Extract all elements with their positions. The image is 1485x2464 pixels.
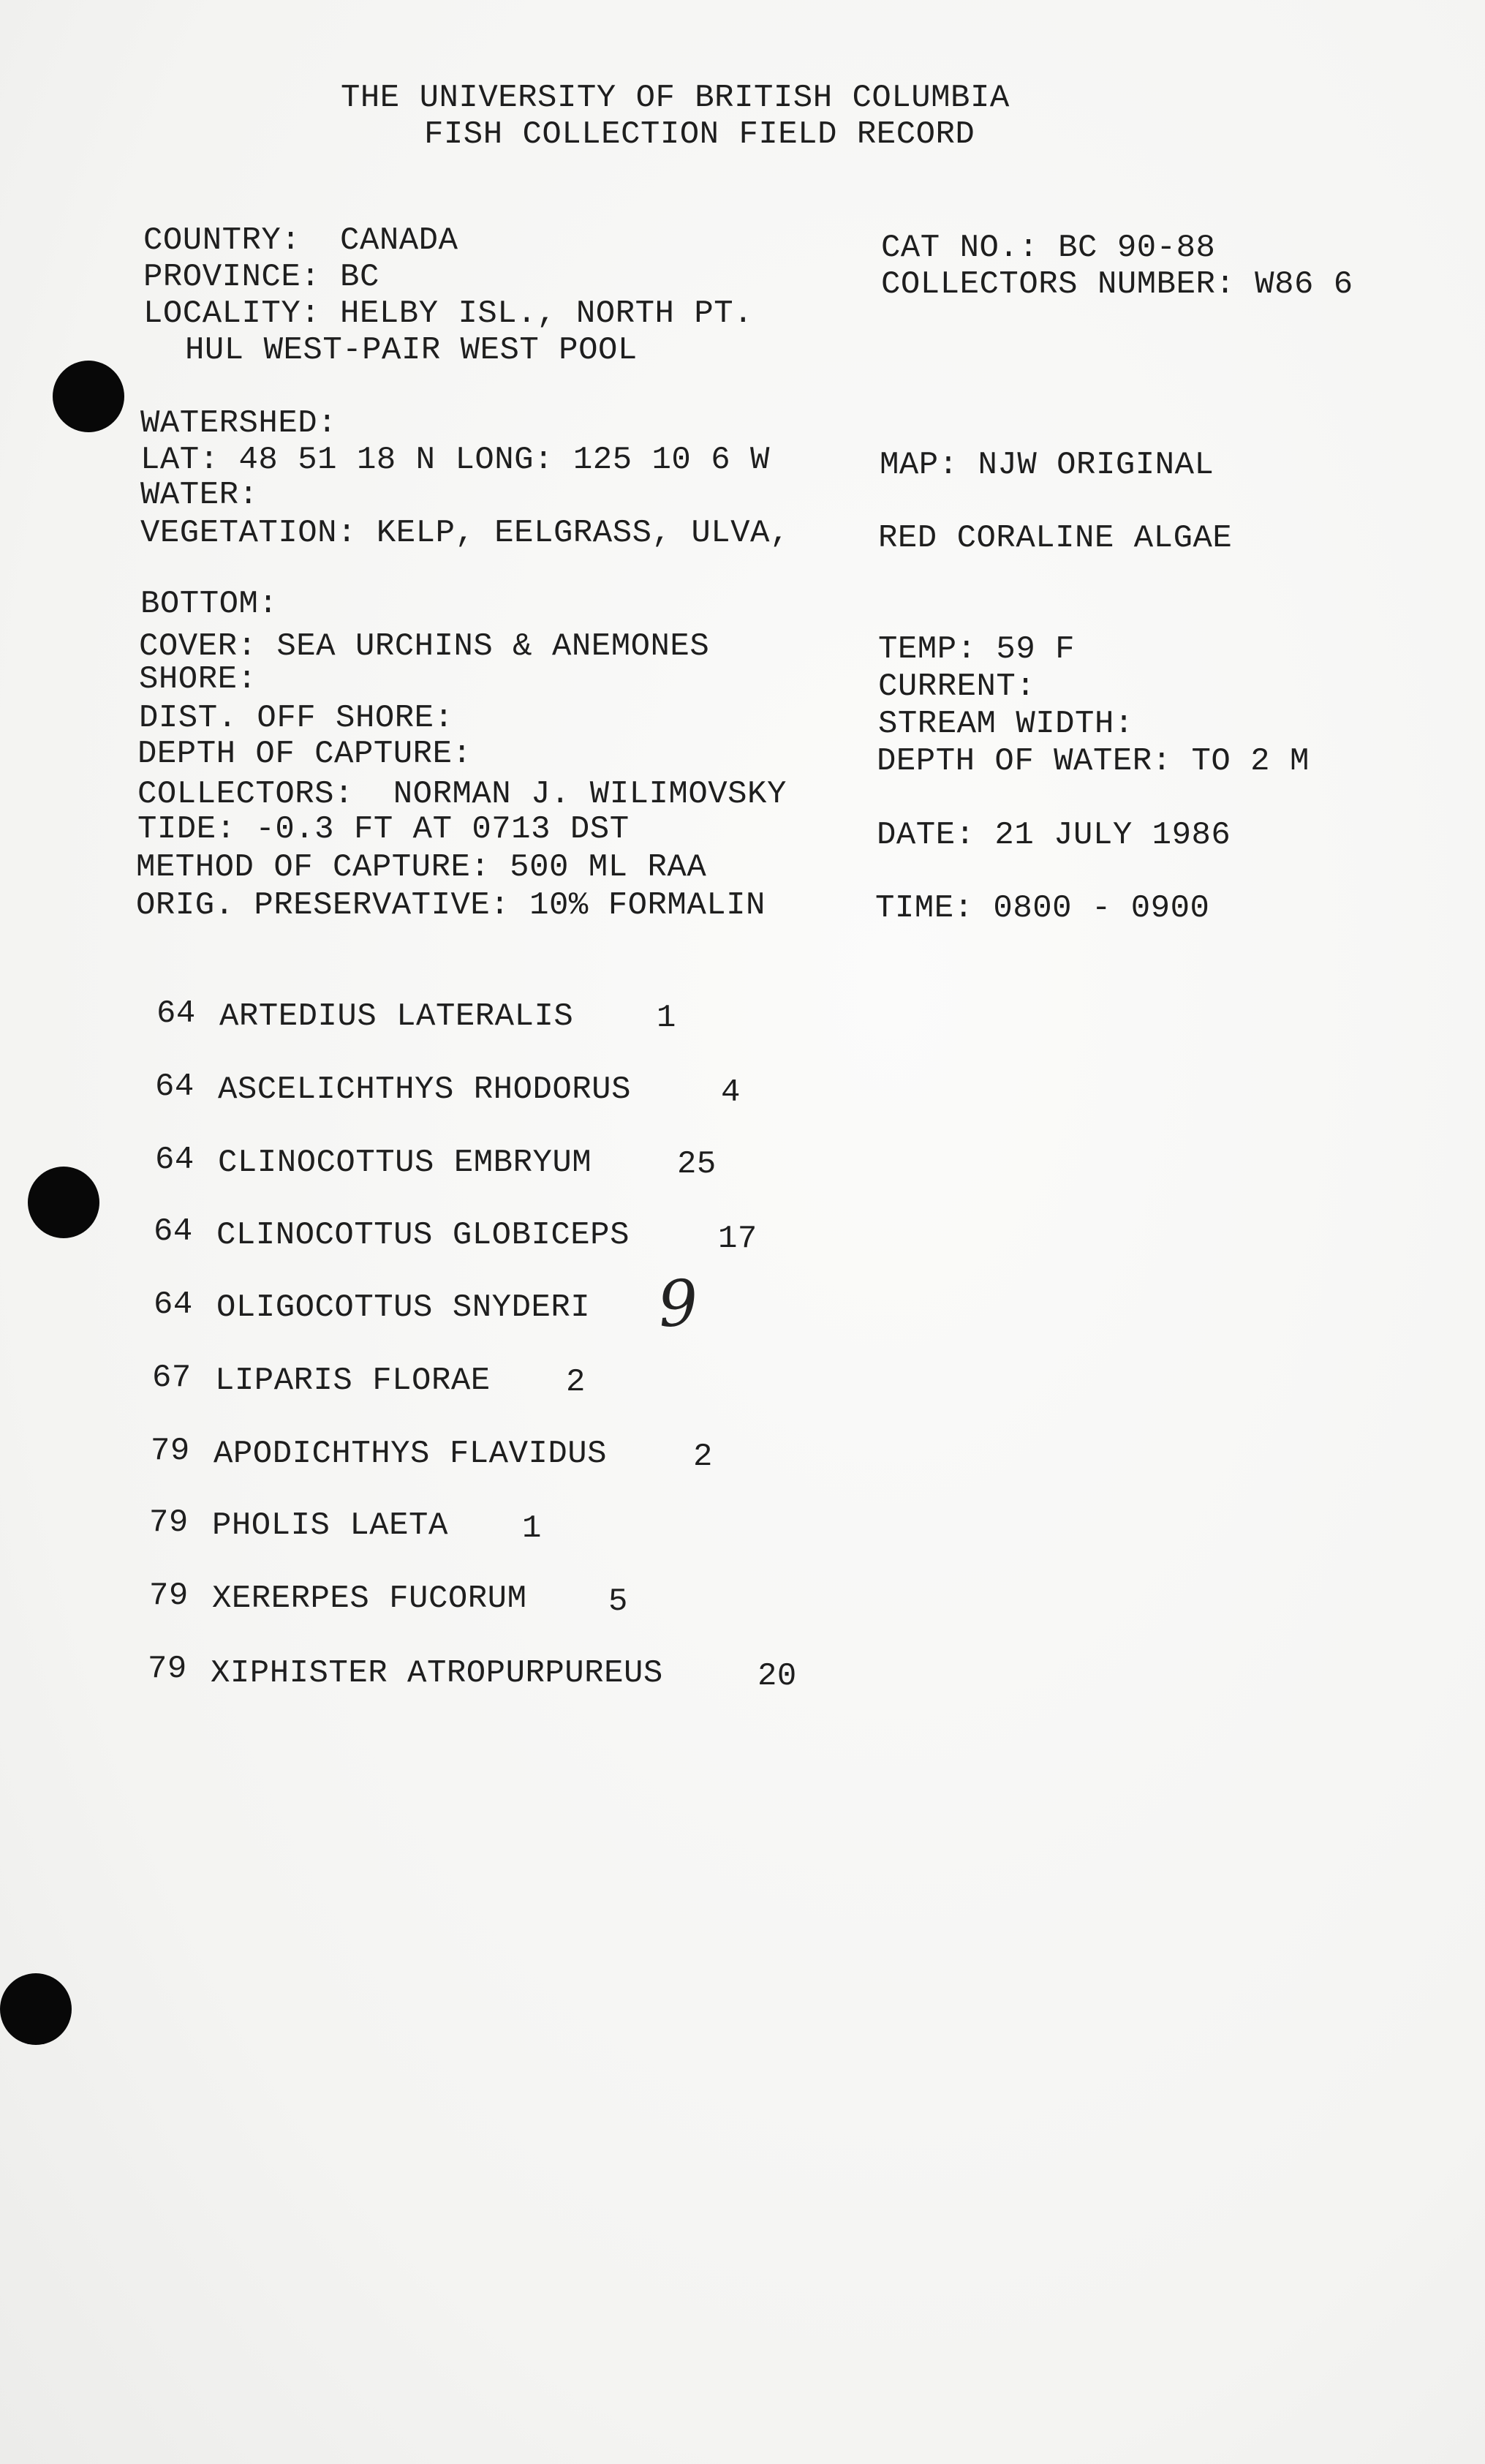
- field-locality: LOCALITY: HELBY ISL., NORTH PT.: [143, 295, 754, 332]
- field-water: WATER:: [140, 477, 259, 513]
- species-family-code: 64: [154, 1213, 193, 1250]
- species-family-code: 64: [156, 995, 196, 1032]
- species-count: 2: [566, 1364, 586, 1401]
- species-family-code: 79: [149, 1504, 189, 1541]
- species-name: LIPARIS FLORAE: [215, 1363, 491, 1399]
- field-method-of-capture: METHOD OF CAPTURE: 500 ML RAA: [136, 849, 707, 886]
- header-record-title: FISH COLLECTION FIELD RECORD: [424, 116, 975, 153]
- species-name: PHOLIS LAETA: [212, 1507, 448, 1544]
- species-name: APODICHTHYS FLAVIDUS: [214, 1436, 608, 1472]
- field-original-preservative: ORIG. PRESERVATIVE: 10% FORMALIN: [136, 887, 766, 924]
- species-family-code: 64: [155, 1069, 194, 1105]
- field-bottom: BOTTOM:: [140, 586, 279, 622]
- field-current: CURRENT:: [878, 668, 1036, 705]
- field-stream-width: STREAM WIDTH:: [878, 706, 1134, 742]
- field-date: DATE: 21 JULY 1986: [877, 817, 1231, 854]
- field-collectors: COLLECTORS: NORMAN J. WILIMOVSKY: [137, 776, 787, 813]
- field-vegetation: VEGETATION: KELP, EELGRASS, ULVA,: [140, 515, 790, 551]
- field-dist-off-shore: DIST. OFF SHORE:: [139, 700, 454, 736]
- field-province: PROVINCE: BC: [143, 259, 379, 295]
- binder-hole-top: [53, 361, 124, 432]
- species-count: 4: [721, 1074, 741, 1111]
- field-cover: COVER: SEA URCHINS & ANEMONES: [139, 628, 710, 665]
- field-map: MAP: NJW ORIGINAL: [880, 447, 1214, 483]
- field-collectors-number: COLLECTORS NUMBER: W86 6: [881, 266, 1353, 303]
- species-count: 5: [608, 1583, 628, 1620]
- species-count-handwritten: 9: [655, 1266, 701, 1342]
- species-name: XERERPES FUCORUM: [212, 1580, 527, 1617]
- field-cat-no: CAT NO.: BC 90-88: [881, 230, 1216, 266]
- species-family-code: 64: [155, 1142, 194, 1178]
- species-family-code: 79: [149, 1578, 189, 1614]
- field-country: COUNTRY: CANADA: [143, 222, 458, 259]
- species-count: 1: [522, 1510, 542, 1547]
- species-name: CLINOCOTTUS GLOBICEPS: [216, 1217, 630, 1254]
- species-name: OLIGOCOTTUS SNYDERI: [216, 1289, 591, 1326]
- species-name: CLINOCOTTUS EMBRYUM: [218, 1145, 592, 1181]
- binder-hole-bottom: [0, 1973, 72, 2045]
- species-count: 20: [757, 1658, 797, 1695]
- binder-hole-middle: [28, 1167, 99, 1238]
- field-depth-of-water: DEPTH OF WATER: TO 2 M: [877, 743, 1310, 780]
- field-depth-of-capture: DEPTH OF CAPTURE:: [137, 736, 472, 772]
- species-count: 25: [677, 1146, 717, 1183]
- species-name: ARTEDIUS LATERALIS: [219, 998, 574, 1035]
- field-tide: TIDE: -0.3 FT AT 0713 DST: [137, 811, 630, 848]
- field-vegetation-continued: RED CORALINE ALGAE: [878, 520, 1233, 557]
- species-family-code: 67: [152, 1360, 192, 1396]
- species-family-code: 64: [154, 1286, 193, 1323]
- field-shore: SHORE:: [139, 661, 257, 698]
- species-count: 2: [693, 1439, 713, 1475]
- field-time: TIME: 0800 - 0900: [875, 890, 1210, 927]
- species-name: XIPHISTER ATROPURPUREUS: [211, 1655, 663, 1692]
- field-watershed: WATERSHED:: [140, 405, 338, 442]
- species-count: 1: [657, 1000, 676, 1036]
- species-family-code: 79: [148, 1651, 187, 1687]
- species-count: 17: [718, 1221, 757, 1257]
- header-institution: THE UNIVERSITY OF BRITISH COLUMBIA: [341, 80, 1010, 116]
- species-family-code: 79: [151, 1433, 190, 1469]
- species-name: ASCELICHTHYS RHODORUS: [218, 1071, 631, 1108]
- field-locality-continued: HUL WEST-PAIR WEST POOL: [185, 332, 638, 369]
- field-lat-long: LAT: 48 51 18 N LONG: 125 10 6 W: [140, 442, 770, 478]
- field-temp: TEMP: 59 F: [878, 631, 1076, 668]
